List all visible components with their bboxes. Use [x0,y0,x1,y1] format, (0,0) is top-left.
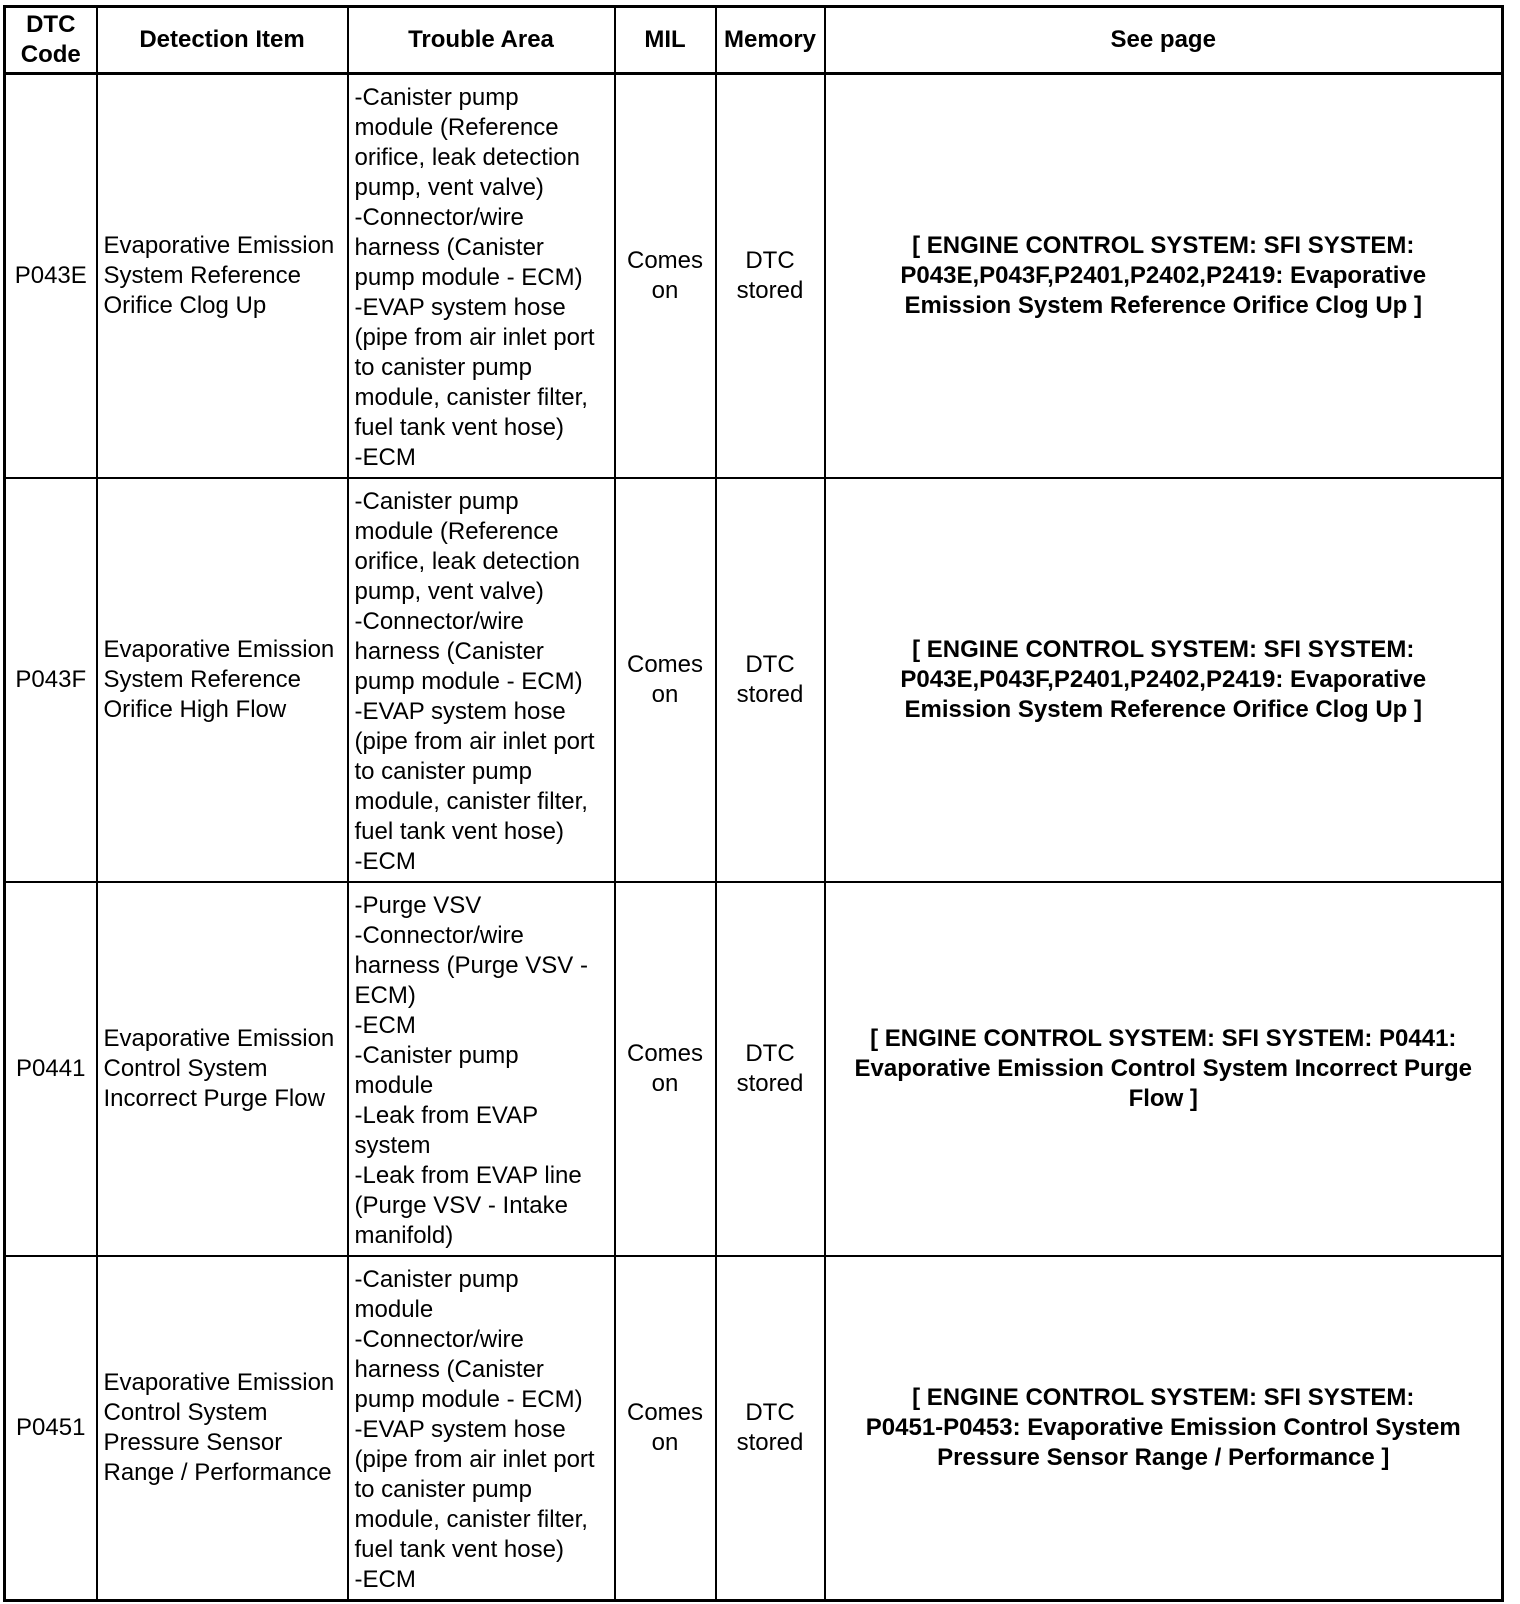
dtc-code-cell: P043F [5,478,97,882]
trouble-area-cell [348,882,615,1256]
header-mil: MIL [615,7,716,74]
trouble-area-line: -Connector/wire [354,204,524,231]
trouble-area-line: -Purge VSV [354,892,482,919]
header-see-page: See page [825,7,1503,74]
memory-cell: DTC stored [716,1256,825,1601]
dtc-code-cell: P0451 [5,1256,97,1601]
trouble-area-line: -ECM [354,444,416,471]
see-page-link[interactable]: [ ENGINE CONTROL SYSTEM: SFI SYSTEM: P043E,P043F,P2401,P2402,P2419: Evaporative Emission System Reference Orifice Clog Up ] [900,636,1427,723]
header-detection-item: Detection Item [97,7,348,74]
trouble-area-line: system [354,1132,431,1159]
see-page-cell [825,1256,1503,1601]
trouble-area-line: harness (Canister [354,234,544,261]
table-row [5,1256,1503,1601]
trouble-area-line: module, canister filter, [354,384,588,411]
see-page-link[interactable]: [ ENGINE CONTROL SYSTEM: SFI SYSTEM: P0451-P0453: Evaporative Emission Control System Pressure Sensor Range / Performance ] [865,1384,1461,1471]
table-row [5,882,1503,1256]
detection-item-cell: Evaporative Emission System Reference Orifice Clog Up [97,74,348,479]
trouble-area-line: orifice, leak detection [354,548,580,575]
trouble-area-line: -EVAP system hose [354,1416,566,1443]
trouble-area-line: -Leak from EVAP [354,1102,539,1129]
dtc-code-cell: P043E [5,74,97,479]
trouble-area-line: -Leak from EVAP line [354,1162,582,1189]
trouble-area-line: fuel tank vent hose) [354,818,564,845]
trouble-area-line: -Connector/wire [354,922,524,949]
mil-cell: Comes on [615,882,716,1256]
trouble-area-line: -Canister pump [354,84,519,111]
header-memory: Memory [716,7,825,74]
trouble-area-line: module, canister filter, [354,788,588,815]
trouble-area-line: module, canister filter, [354,1506,588,1533]
see-page-cell [825,478,1503,882]
trouble-area-line: manifold) [354,1222,454,1249]
trouble-area-line: to canister pump [354,758,532,785]
trouble-area-line: module [354,1296,434,1323]
mil-cell: Comes on [615,1256,716,1601]
trouble-area-line: pump, vent valve) [354,174,544,201]
detection-item-cell: Evaporative Emission Control System Pressure Sensor Range / Performance [97,1256,348,1601]
trouble-area-line: to canister pump [354,354,532,381]
trouble-area-line: (pipe from air inlet port [354,728,595,755]
see-page-link[interactable]: [ ENGINE CONTROL SYSTEM: SFI SYSTEM: P0441: Evaporative Emission Control System Incorrect Purge Flow ] [854,1025,1473,1112]
trouble-area-cell [348,74,615,479]
trouble-area-cell [348,1256,615,1601]
trouble-area-line: -ECM [354,1566,416,1593]
trouble-area-line: harness (Canister [354,638,544,665]
trouble-area-line: -Connector/wire [354,1326,524,1353]
memory-cell: DTC stored [716,74,825,479]
trouble-area-line: module [354,1072,434,1099]
mil-cell: Comes on [615,478,716,882]
trouble-area-line: -Canister pump [354,488,519,515]
trouble-area-line: harness (Purge VSV - [354,952,588,979]
trouble-area-line: pump module - ECM) [354,1386,583,1413]
trouble-area-line: pump module - ECM) [354,668,583,695]
see-page-link[interactable]: [ ENGINE CONTROL SYSTEM: SFI SYSTEM: P043E,P043F,P2401,P2402,P2419: Evaporative Emission System Reference Orifice Clog Up ] [900,232,1427,319]
see-page-cell [825,882,1503,1256]
detection-item-cell: Evaporative Emission System Reference Orifice High Flow [97,478,348,882]
header-row [5,7,1503,74]
trouble-area-line: to canister pump [354,1476,532,1503]
dtc-code-cell: P0441 [5,882,97,1256]
trouble-area-line: (pipe from air inlet port [354,324,595,351]
trouble-area-line: pump, vent valve) [354,578,544,605]
trouble-area-line: harness (Canister [354,1356,544,1383]
dtc-table [3,5,1504,1602]
trouble-area-line: -EVAP system hose [354,294,566,321]
header-trouble-area: Trouble Area [348,7,615,74]
trouble-area-line: orifice, leak detection [354,144,580,171]
detection-item-cell: Evaporative Emission Control System Incorrect Purge Flow [97,882,348,1256]
trouble-area-cell [348,478,615,882]
see-page-cell [825,74,1503,479]
trouble-area-line: -Canister pump [354,1266,519,1293]
trouble-area-line: module (Reference [354,518,559,545]
trouble-area-line: fuel tank vent hose) [354,1536,564,1563]
table-body [5,74,1503,1601]
trouble-area-line: -ECM [354,1012,416,1039]
table-row [5,478,1503,882]
table-header [5,7,1503,74]
mil-cell: Comes on [615,74,716,479]
memory-cell: DTC stored [716,882,825,1256]
trouble-area-line: -Connector/wire [354,608,524,635]
memory-cell: DTC stored [716,478,825,882]
table-row [5,74,1503,479]
trouble-area-line: (Purge VSV - Intake [354,1192,568,1219]
trouble-area-line: pump module - ECM) [354,264,583,291]
header-dtc-code: DTC Code [5,7,97,74]
trouble-area-line: -EVAP system hose [354,698,566,725]
trouble-area-line: (pipe from air inlet port [354,1446,595,1473]
trouble-area-line: fuel tank vent hose) [354,414,564,441]
trouble-area-line: ECM) [354,982,416,1009]
trouble-area-line: -Canister pump [354,1042,519,1069]
trouble-area-line: -ECM [354,848,416,875]
trouble-area-line: module (Reference [354,114,559,141]
